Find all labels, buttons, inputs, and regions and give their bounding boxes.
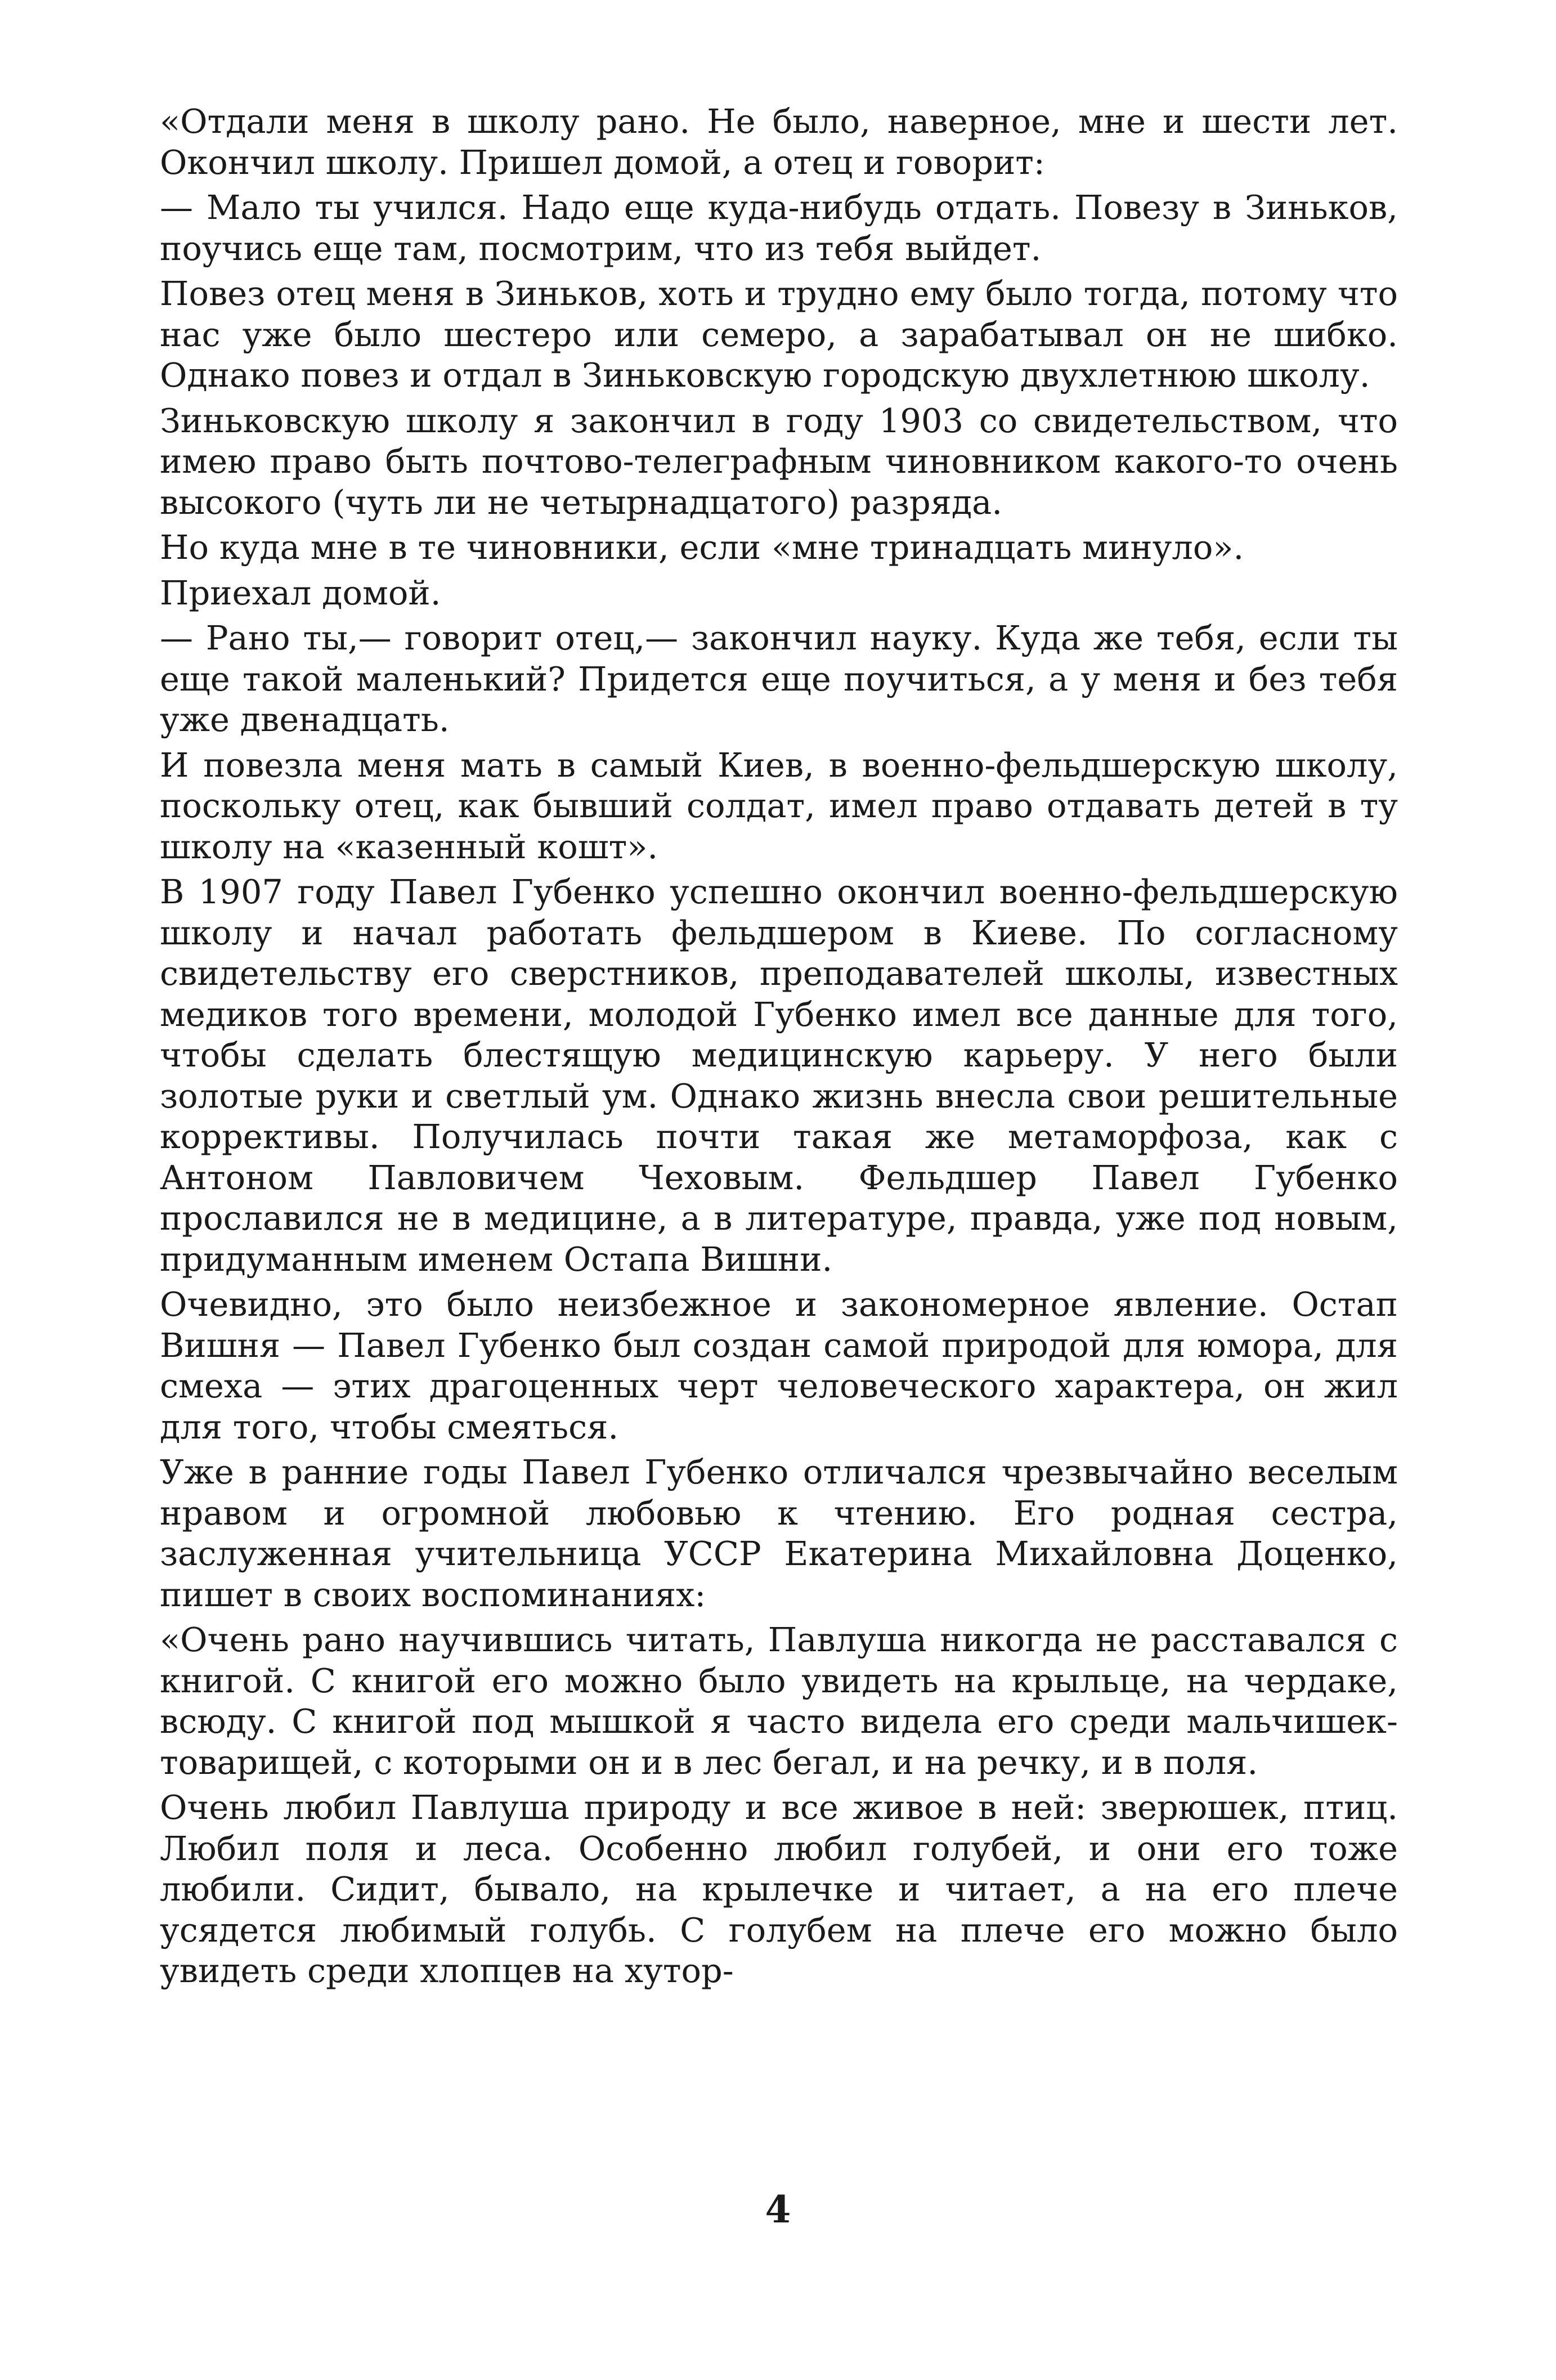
paragraph: — Рано ты,— говорит отец,— закончил науку. Куда же тебя, если ты еще такой маленький? Придется еще поучиться, а у меня и без тебя уже двенадцать. [160, 618, 1398, 739]
paragraph: Уже в ранние годы Павел Губенко отличался чрезвычайно веселым нравом и огромной любовью к чтению. Его родная сестра, заслуженная учительница УССР Екатерина Михайловна Доценко, пишет в своих воспоминаниях: [160, 1453, 1398, 1614]
paragraph: Но куда мне в те чиновники, если «мне тринадцать минуло». [160, 528, 1244, 567]
paragraph: — Мало ты учился. Надо еще куда-нибудь отдать. Повезу в Зиньков, поучись еще там, посмотрим, что из тебя выйдет. [160, 188, 1398, 268]
paragraph: И повезла меня мать в самый Киев, в военно-фельдшерскую школу, поскольку отец, как бывший солдат, имел право отдавать детей в ту школу на «казенный кошт». [160, 745, 1398, 866]
paragraph: Зиньковскую школу я закончил в году 1903 со свидетельством, что имею право быть почтово-телеграфным чиновником какого-то очень высокого (чуть ли не четырнадцатого) разряда. [160, 401, 1398, 522]
paragraph: Очевидно, это было неизбежное и закономерное явление. Остап Вишня — Павел Губенко был создан самой природой для юмора, для смеха — этих драгоценных черт человеческого характера, он жил для того, чтобы смеяться. [160, 1285, 1398, 1446]
paragraph: В 1907 году Павел Губенко успешно окончил военно-фельдшерскую школу и начал работать фельдшером в Киеве. По согласному свидетельству его сверстников, преподавателей школы, известных медиков того времени, молодой Губенко имел все данные для того, чтобы сделать блестящую медицинскую карьеру. У него были золотые руки и светлый ум. Однако жизнь внесла свои решительные коррективы. Получилась почти такая же метаморфоза, как с Антоном Павловичем Чеховым. Фельдшер Павел Губенко прославился не в медицине, а в литературе, правда, уже под новым, придуманным именем Остапа Вишни. [160, 872, 1398, 1279]
paragraph: Очень любил Павлуша природу и все живое в ней: зверюшек, птиц. Любил поля и леса. Особенно любил голубей, и они его тоже любили. Сидит, бывало, на крылечке и читает, а на его плече усядется любимый голубь. С голубем на плече его можно было увидеть среди хлопцев на хутор- [160, 1788, 1398, 1990]
paragraph: Повез отец меня в Зиньков, хоть и трудно ему было тогда, потому что нас уже было шестеро или семеро, а зарабатывал он не шибко. Однако повез и отдал в Зиньковскую городскую двухлетнюю школу. [160, 274, 1398, 395]
paragraph: «Отдали меня в школу рано. Не было, наверное, мне и шести лет. Окончил школу. Пришел домой, а отец и говорит: [160, 102, 1398, 182]
paragraph: «Очень рано научившись читать, Павлуша никогда не расставался с книгой. С книгой его можно было увидеть на крыльце, на чердаке, всюду. С книгой под мышкой я часто видела его среди мальчишек-товарищей, с которыми он и в лес бегал, и на речку, и в поля. [160, 1620, 1398, 1782]
page-body-text [160, 101, 1398, 1996]
page-number: 4 [765, 2188, 791, 2231]
paragraph: Приехал домой. [160, 573, 441, 612]
